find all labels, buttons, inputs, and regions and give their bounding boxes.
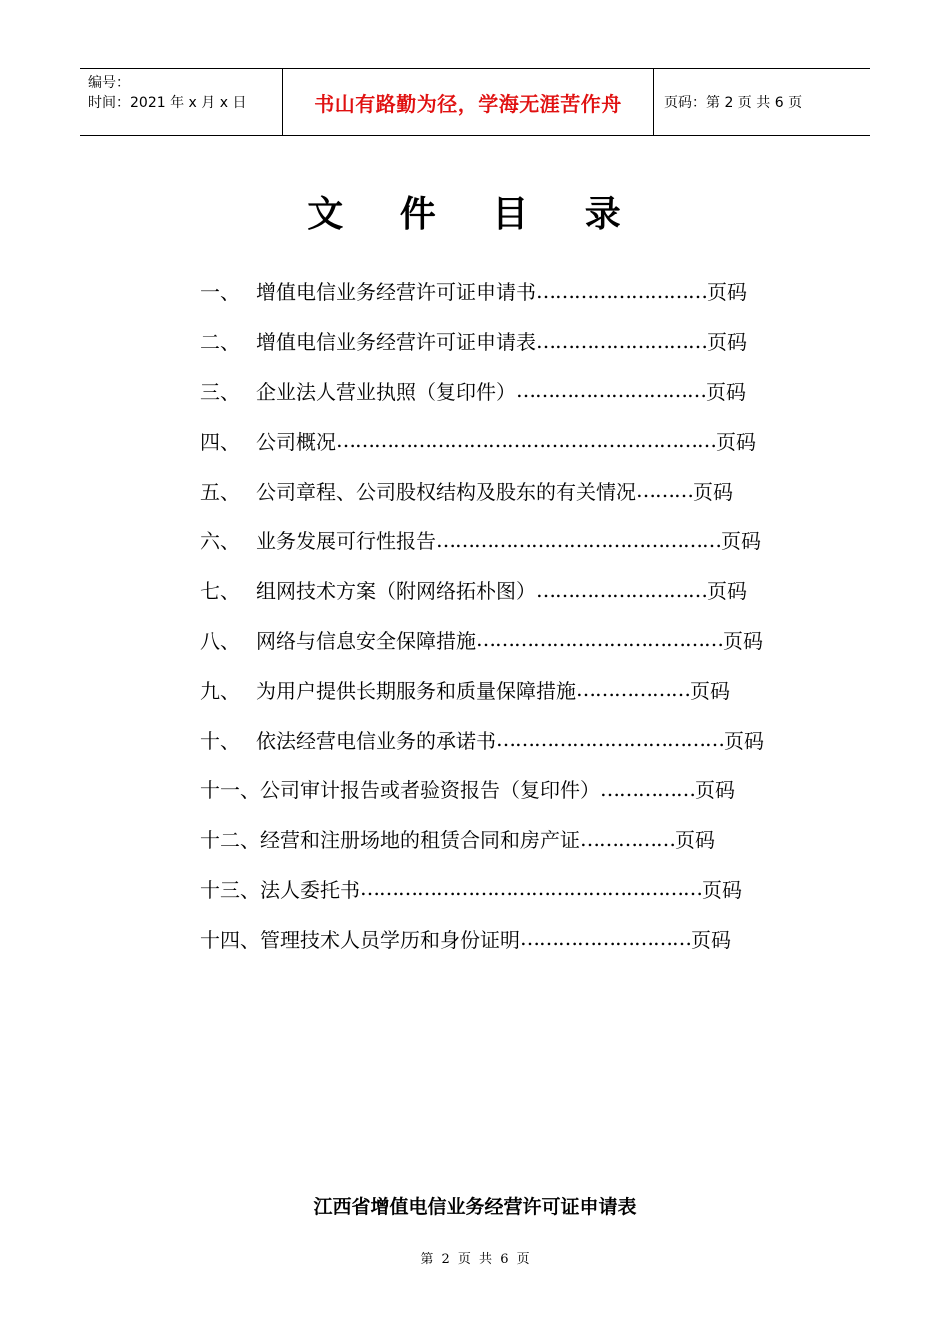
toc-item-page: 页码 [721, 529, 761, 554]
toc-item-page: 页码 [691, 927, 731, 952]
toc-item-leader: ……………………………………… [436, 527, 721, 552]
toc-item-text: 网络与信息安全保障措施 [256, 628, 476, 653]
toc-item [200, 913, 820, 963]
toc-item [200, 664, 820, 714]
toc-item-page: 页码 [690, 678, 730, 703]
toc-item-page: 页码 [707, 330, 747, 355]
toc-item-number: 一、 [200, 280, 240, 305]
toc-item-leader: ……………… [576, 677, 690, 702]
toc-item-leader: ……………………… [536, 577, 707, 602]
toc-item-number: 六、 [200, 529, 240, 554]
toc-item-page: 页码 [707, 280, 747, 305]
toc-item-leader: …………… [580, 826, 675, 851]
toc-item-text: 经营和注册场地的租赁合同和房产证 [260, 828, 580, 853]
toc-item-leader: ………………………………… [476, 627, 723, 652]
document-title: 文 件 目 录 [307, 193, 643, 235]
toc-item-page: 页码 [695, 778, 735, 803]
toc-item-number: 十二、 [200, 828, 260, 853]
toc-item [200, 714, 820, 764]
toc-item-number: 三、 [200, 379, 240, 404]
header-meta [80, 69, 282, 135]
toc-item-number: 五、 [200, 479, 240, 504]
toc-item-text: 业务发展可行性报告 [256, 529, 436, 554]
toc-item-leader: ………………………… [516, 378, 706, 403]
toc-item [200, 415, 820, 465]
form-title: 江西省增值电信业务经营许可证申请表 [313, 1196, 637, 1218]
toc-item [200, 565, 820, 615]
toc-item [200, 864, 820, 914]
toc-item-number: 十、 [200, 728, 240, 753]
toc-item [200, 465, 820, 515]
toc-item [200, 615, 820, 665]
toc-item-text: 增值电信业务经营许可证申请表 [256, 330, 536, 355]
toc-item-text: 管理技术人员学历和身份证明 [260, 927, 520, 952]
toc-item-number: 九、 [200, 678, 240, 703]
toc-item-text: 企业法人营业执照（复印件） [256, 379, 516, 404]
number-label: 编号： [88, 75, 130, 91]
toc-item-leader: ……………………………… [496, 727, 724, 752]
header-motto: 书山有路勤为径，学海无涯苦作舟 [282, 69, 654, 135]
toc-item-number: 八、 [200, 628, 240, 653]
toc-item-text: 组网技术方案（附网络拓朴图） [256, 579, 536, 604]
toc-item-text: 为用户提供长期服务和质量保障措施 [256, 678, 576, 703]
toc-item-number: 十四、 [200, 927, 260, 952]
toc-item-page: 页码 [675, 828, 715, 853]
table-of-contents [200, 266, 820, 963]
time-label: 时间：2021 年 x 月 x 日 [88, 95, 247, 111]
toc-item-leader: …………………………………………………… [336, 428, 716, 453]
toc-item-text: 法人委托书 [260, 877, 360, 902]
toc-item-text: 公司概况 [256, 429, 336, 454]
toc-item-number: 十一、 [200, 778, 260, 803]
toc-item-number: 七、 [200, 579, 240, 604]
toc-item [200, 515, 820, 565]
toc-item-page: 页码 [693, 479, 733, 504]
page-header [80, 68, 870, 136]
toc-item-page: 页码 [702, 877, 742, 902]
toc-item-page: 页码 [723, 628, 763, 653]
toc-item-leader: ……………………… [536, 278, 707, 303]
toc-item-number: 二、 [200, 330, 240, 355]
toc-item-number: 四、 [200, 429, 240, 454]
toc-item-page: 页码 [716, 429, 756, 454]
toc-item [200, 366, 820, 416]
toc-item-leader: ……………………… [536, 328, 707, 353]
toc-item-text: 依法经营电信业务的承诺书 [256, 728, 496, 753]
toc-item-page: 页码 [724, 728, 764, 753]
toc-item-text: 增值电信业务经营许可证申请书 [256, 280, 536, 305]
toc-item-page: 页码 [707, 579, 747, 604]
toc-item-leader: ……………………………………………… [360, 876, 702, 901]
toc-item-page: 页码 [706, 379, 746, 404]
toc-item [200, 814, 820, 864]
toc-item [200, 266, 820, 316]
toc-item-number: 十三、 [200, 877, 260, 902]
toc-item-text: 公司章程、公司股权结构及股东的有关情况 [256, 479, 636, 504]
toc-item-leader: ……… [636, 478, 693, 503]
header-page-info: 页码：第 2 页 共 6 页 [664, 95, 803, 111]
page-footer: 第 2 页 共 6 页 [420, 1252, 530, 1267]
toc-item-leader: ……………………… [520, 926, 691, 951]
toc-item-text: 公司审计报告或者验资报告（复印件） [260, 778, 600, 803]
toc-item [200, 316, 820, 366]
toc-item-leader: …………… [600, 776, 695, 801]
toc-item [200, 764, 820, 814]
